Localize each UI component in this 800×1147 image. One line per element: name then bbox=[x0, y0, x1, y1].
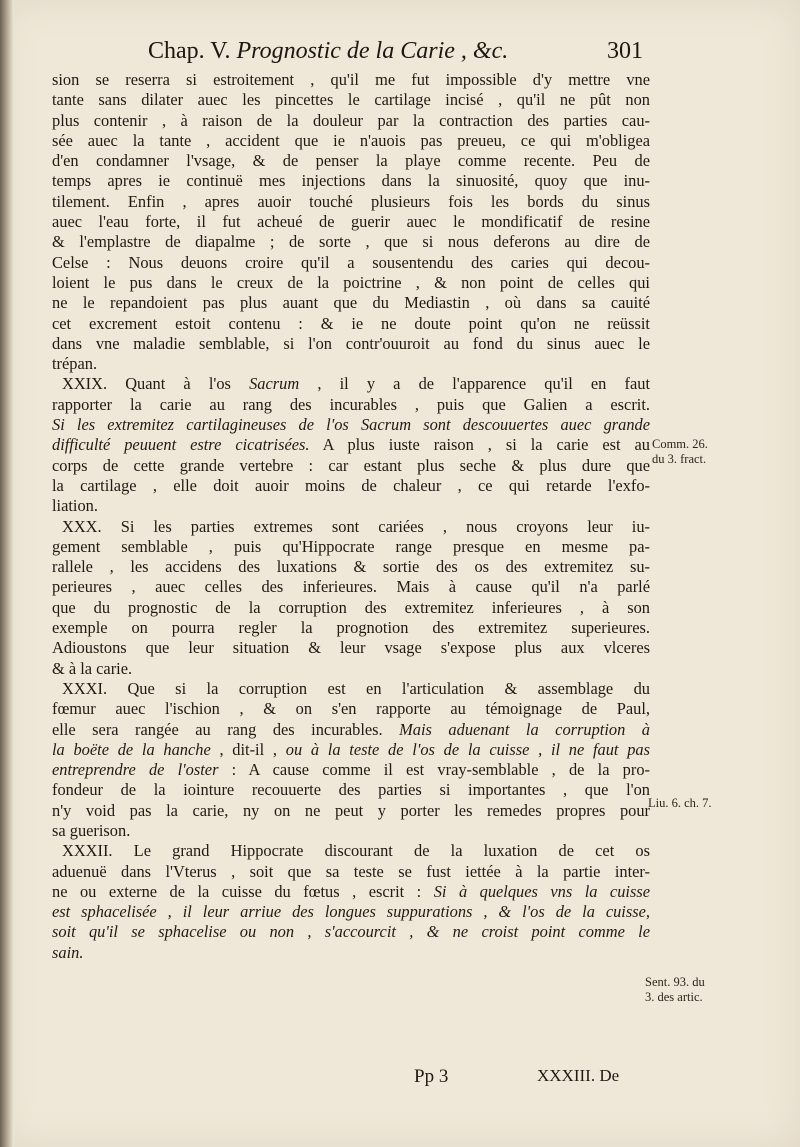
text-line bbox=[52, 435, 650, 455]
chapter-title bbox=[148, 38, 508, 65]
text-segment: n'y void pas la carie, ny on ne peut y porter les remedes propres pour bbox=[52, 800, 650, 820]
text-line bbox=[52, 111, 650, 131]
text-segment: d'en condamner l'vsage, & de penser la playe comme recente. Peu de bbox=[52, 151, 650, 171]
page-number: 301 bbox=[607, 38, 643, 64]
text-line bbox=[52, 374, 650, 394]
text-line bbox=[52, 780, 650, 800]
text-line bbox=[52, 902, 650, 922]
text-line bbox=[52, 537, 650, 557]
text-line bbox=[52, 273, 650, 293]
text-line bbox=[52, 70, 650, 90]
text-segment: , il y a de l'apparence qu'il en faut bbox=[299, 374, 650, 394]
text-segment: plus contenir , à raison de la douleur par la contraction des parties cau- bbox=[52, 110, 650, 130]
text-line bbox=[52, 841, 650, 861]
text-segment: fœmur auec l'ischion , & on s'en rapporte au témoignage de Paul, bbox=[52, 699, 650, 719]
italic-segment: ou à la teste de l'os de la cuisse , il ne faut pas bbox=[285, 739, 650, 759]
text-segment: temps apres ie continuë mes injections dans la sinuosité, quoy que inu- bbox=[52, 171, 650, 191]
text-line bbox=[52, 131, 650, 151]
italic-segment: Mais aduenant la corruption à bbox=[399, 719, 650, 739]
text-segment: tilement. Enfin , apres auoir touché plusieurs fois les bords du sinus bbox=[52, 191, 650, 211]
text-segment: sion se reserra si estroitement , qu'il me fut impossible d'y mettre vne bbox=[52, 70, 650, 89]
text-line bbox=[52, 740, 650, 760]
text-segment: trépan. bbox=[52, 354, 98, 374]
text-line bbox=[52, 212, 650, 232]
text-line bbox=[52, 171, 650, 191]
italic-segment: Sacrum bbox=[249, 374, 300, 394]
text-line bbox=[52, 801, 650, 821]
body-text bbox=[52, 70, 650, 963]
text-segment: rapporter la carie au rang des incurables , puis que Galien a escrit. bbox=[52, 394, 650, 414]
text-segment: sa guerison. bbox=[52, 820, 131, 840]
italic-segment: est sphacelisée , il leur arriue des longues suppurations , & l'os de la cuisse, bbox=[52, 902, 650, 922]
binding-gutter bbox=[0, 0, 14, 1147]
text-segment: auec l'eau forte, il fut acheué de guerir auec le mondificatif de resine bbox=[52, 212, 650, 232]
margin-note-line: Comm. 26. bbox=[652, 437, 708, 451]
text-line bbox=[52, 334, 650, 354]
text-segment: XXX. Si les parties extremes sont cariées , nous croyons leur iu- bbox=[62, 516, 650, 536]
text-line bbox=[52, 699, 650, 719]
running-head bbox=[0, 38, 800, 70]
text-segment: la cartilage , elle doit auoir moins de chaleur , ce qui retarde l'exfo- bbox=[52, 475, 650, 495]
text-line bbox=[52, 862, 650, 882]
text-line bbox=[52, 760, 650, 780]
text-segment: XXXII. Le grand Hippocrate discourant de la luxation de cet os bbox=[62, 841, 650, 861]
chapter-number: Chap. V. bbox=[148, 38, 231, 64]
text-segment: sée auec la tante , accident que ie n'auois pas preueu, ce qui m'obligea bbox=[52, 130, 650, 150]
text-segment: corps de cette grande vertebre : car estant plus seche & plus dure que bbox=[52, 455, 650, 475]
text-line bbox=[52, 517, 650, 537]
margin-note-line: du 3. fract. bbox=[652, 452, 707, 466]
margin-note-comm bbox=[652, 437, 708, 467]
text-segment: XXXI. Que si la corruption est en l'articulation & assemblage du bbox=[62, 678, 650, 698]
text-line bbox=[52, 659, 650, 679]
text-segment: perieures , auec celles des inferieures. Mais à cause qu'il n'a parlé bbox=[52, 577, 650, 597]
text-segment: ne le repandoient pas plus auant que du Mediastin , où dans sa cauité bbox=[52, 293, 650, 313]
text-segment: Adioustons que leur situation & leur vsage s'expose plus aux vlceres bbox=[52, 638, 650, 658]
text-line bbox=[52, 415, 650, 435]
catchword: XXXIII. De bbox=[537, 1066, 620, 1085]
text-line bbox=[52, 943, 650, 963]
text-line bbox=[52, 232, 650, 252]
text-segment: cet excrement estoit contenu : & ie ne doute point qu'on ne reüssit bbox=[52, 313, 650, 333]
text-segment: A plus iuste raison , si la carie est au bbox=[309, 435, 650, 455]
text-line bbox=[52, 557, 650, 577]
text-line bbox=[52, 476, 650, 496]
text-segment: aduenuë dans l'Vterus , soit que sa teste se fust iettée à la partie inter- bbox=[52, 861, 650, 881]
text-line bbox=[52, 496, 650, 516]
italic-segment: Si à quelques vns la cuisse bbox=[433, 881, 650, 901]
text-segment: , dit-il , bbox=[210, 739, 286, 759]
italic-segment: difficulté peuuent estre cicatrisées. bbox=[52, 435, 310, 455]
text-line bbox=[52, 293, 650, 313]
margin-note-sent bbox=[645, 975, 705, 1005]
text-line bbox=[52, 192, 650, 212]
margin-note-line: Liu. 6. ch. 7. bbox=[648, 796, 712, 810]
text-segment: : A cause comme il est vray-semblable , de la pro- bbox=[218, 760, 650, 780]
signature-mark: Pp 3 bbox=[414, 1066, 449, 1087]
italic-segment: la boëte de la hanche bbox=[52, 739, 211, 759]
text-line bbox=[52, 253, 650, 273]
margin-note-liu bbox=[648, 796, 712, 811]
margin-note-line: 3. des artic. bbox=[645, 990, 703, 1004]
text-segment: exemple on pourra regler la prognotion des extremitez superieures. bbox=[52, 618, 650, 638]
text-line bbox=[52, 882, 650, 902]
text-line bbox=[52, 618, 650, 638]
text-line bbox=[52, 90, 650, 110]
page-footer bbox=[0, 1066, 800, 1094]
text-segment: & l'emplastre de diapalme ; de sorte , que si nous deferons au dire de bbox=[52, 232, 650, 252]
text-line bbox=[52, 577, 650, 597]
text-line bbox=[52, 354, 650, 374]
text-segment: gement semblable , puis qu'Hippocrate range presque en mesme pa- bbox=[52, 536, 650, 556]
text-line bbox=[52, 679, 650, 699]
text-segment: Celse : Nous deuons croire qu'il a sousentendu des caries qui decou- bbox=[52, 252, 650, 272]
italic-segment: entreprendre de l'oster bbox=[52, 760, 219, 780]
italic-segment: Si les extremitez cartilagineuses de l'os Sacrum sont descouuertes auec grande bbox=[52, 415, 650, 435]
text-line bbox=[52, 638, 650, 658]
text-line bbox=[52, 314, 650, 334]
text-segment: XXIX. Quant à l'os bbox=[62, 374, 250, 394]
text-segment: que du prognostic de la corruption des extremitez inferieures , à son bbox=[52, 597, 650, 617]
text-line bbox=[52, 821, 650, 841]
text-segment: tante sans dilater auec les pincettes le cartilage incisé , qu'il ne pût non bbox=[52, 90, 650, 110]
text-line bbox=[52, 151, 650, 171]
text-segment: fondeur de la iointure recouuerte des parties si importantes , que l'on bbox=[52, 780, 650, 800]
text-segment: ne ou externe de la cuisse du fœtus , escrit : bbox=[52, 881, 434, 901]
text-line bbox=[52, 395, 650, 415]
italic-segment: sain. bbox=[52, 942, 84, 962]
text-segment: loient le pus dans le creux de la poictrine , & non point de celles qui bbox=[52, 272, 650, 292]
text-segment: liation. bbox=[52, 496, 98, 516]
text-segment: dans vne maladie semblable, si l'on contr'ouuroit au fond du sinus auec le bbox=[52, 333, 650, 353]
text-line bbox=[52, 598, 650, 618]
text-line bbox=[52, 456, 650, 476]
text-segment: & à la carie. bbox=[52, 658, 133, 678]
chapter-subject: Prognostic de la Carie , &c. bbox=[236, 38, 509, 64]
text-segment: elle sera rangée au rang des incurables. bbox=[52, 719, 400, 739]
margin-note-line: Sent. 93. du bbox=[645, 975, 705, 989]
text-line bbox=[52, 720, 650, 740]
text-line bbox=[52, 922, 650, 942]
italic-segment: soit qu'il se sphacelise ou non , s'accourcit , & ne croist point comme le bbox=[52, 922, 650, 942]
text-segment: rallele , les accidens des luxations & sortie des os des extremitez su- bbox=[52, 557, 650, 577]
